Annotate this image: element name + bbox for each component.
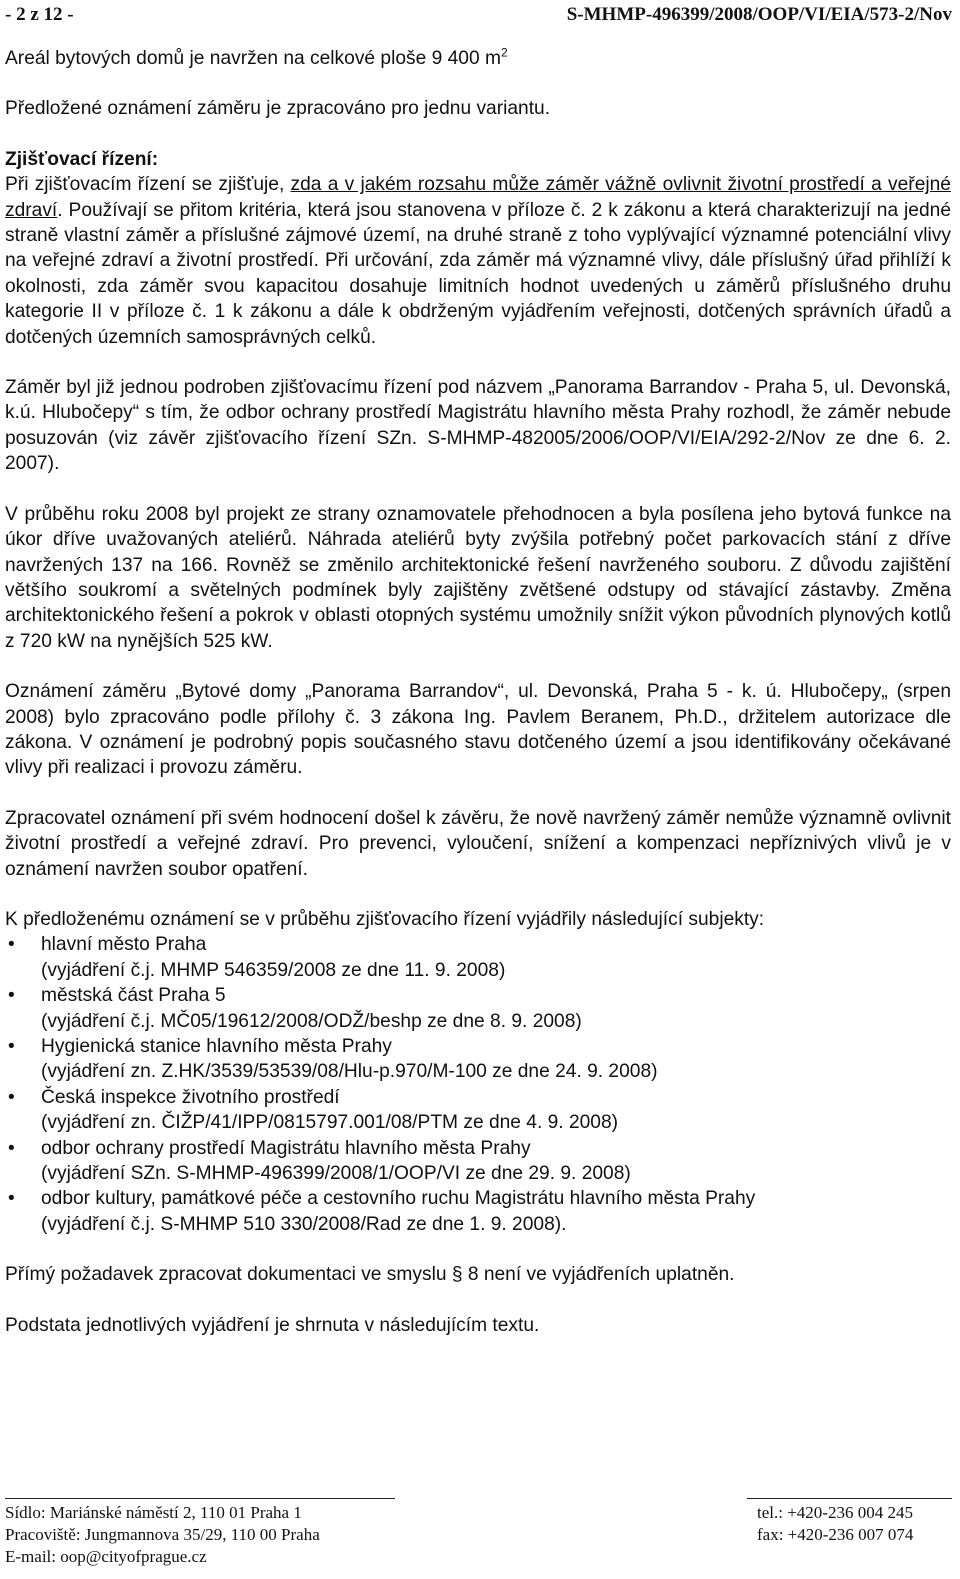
document-reference: S-MHMP-496399/2008/OOP/VI/EIA/573-2/Nov — [566, 4, 952, 25]
subject-name: • odbor kultury, památkové péče a cestovního ruchu Magistrátu hlavního města Prahy — [41, 1188, 756, 1210]
area-superscript: 2 — [500, 45, 508, 60]
screening-heading: Zjišťovací řízení: — [5, 148, 159, 170]
closing-requirement: Přímý požadavek zpracovat dokumentaci ve smyslu § 8 není ve vyjádřeních uplatněn. — [5, 1264, 735, 1286]
subject-reference: (vyjádření č.j. MHMP 546359/2008 ze dne 11. 9. 2008) — [41, 959, 506, 981]
screening-text-a: Při zjišťovacím řízení se zjišťuje, — [5, 174, 291, 196]
page-footer — [5, 1498, 952, 1578]
subjects-list — [5, 932, 951, 1237]
list-item — [5, 1034, 951, 1085]
footer-address: Sídlo: Mariánské náměstí 2, 110 01 Praha 1 — [5, 1503, 302, 1522]
subject-reference: (vyjádření č.j. MČ05/19612/2008/ODŽ/beshp ze dne 8. 9. 2008) — [41, 1010, 582, 1032]
subject-reference: (vyjádření SZn. S-MHMP-496399/2008/1/OOP/VI ze dne 29. 9. 2008) — [41, 1163, 631, 1185]
subject-name: • hlavní město Praha — [41, 934, 207, 956]
page-number: - 2 z 12 - — [5, 4, 74, 25]
subject-reference: (vyjádření zn. Z.HK/3539/53539/08/Hlu-p.970/M-100 ze dne 24. 9. 2008) — [41, 1061, 658, 1083]
list-item — [5, 983, 951, 1034]
subjects-intro: K předloženému oznámení se v průběhu zjišťovacího řízení vyjádřily následující subjekty: — [5, 908, 765, 930]
paragraph-conclusion: Zpracovatel oznámení při svém hodnocení došel k závěru, že nově navržený záměr nemůže významně ovlivnit životní prostředí a veřejné zdraví. Pro prevenci, vyloučení, snížení a kompenzaci nepříznivých vlivů je v oznámení navržen soubor opatření. — [5, 807, 951, 880]
subject-name: • odbor ochrany prostředí Magistrátu hlavního města Prahy — [41, 1137, 531, 1159]
screening-text-b: . Používají se přitom kritéria, která jsou stanovena v příloze č. 2 k zákonu a která charakterizují na jedné straně vlastní záměr a příslušné zájmové území, na druhé straně z toho vyplývající významné potenciální vlivy na veřejné zdraví a životní prostředí. Při určování, zda záměr má významné vlivy, dále příslušný úřad přihlíží k okolnosti, zda záměr svou kapacitou dosahuje limitních hodnot uvedených u záměrů příslušného druhu kategorie II v příloze č. 1 k zákonu a dále k obdrženým vyjádřením veřejnosti, dotčených správních úřadů a dotčených územních samosprávných celků. — [5, 199, 951, 348]
subject-reference: (vyjádření č.j. S-MHMP 510 330/2008/Rad ze dne 1. 9. 2008). — [41, 1213, 567, 1235]
footer-address-block — [5, 1502, 320, 1568]
subject-name: • městská část Praha 5 — [41, 985, 226, 1007]
footer-fax: fax: +420-236 007 074 — [757, 1525, 914, 1544]
footer-divider-left — [5, 1498, 395, 1499]
paragraph-project-changes: V průběhu roku 2008 byl projekt ze strany oznamovatele přehodnocen a byla posílena jeho bytová funkce na úkor dříve uvažovaných ateliérů. Náhrada ateliérů byty zvýšila potřebný počet parkovacích stání z dříve navržených 137 na 166. Rovněž se změnilo architektonické řešení navrženého souboru. Z důvodu zajištění většího soukromí a světelných podmínek byly zajištěny zvětšené odstupy od stávající zástavby. Změna architektonického řešení a pokrok v oblasti otopných systému umožnily snížit výkon původních plynových kotlů z 720 kW na nynějších 525 kW. — [5, 503, 951, 652]
screening-paragraph — [5, 172, 951, 350]
list-item — [5, 1186, 951, 1237]
page-header — [5, 4, 952, 26]
footer-phone: tel.: +420-236 004 245 — [757, 1503, 913, 1522]
document-body — [5, 46, 951, 1338]
footer-contact-block — [757, 1502, 913, 1546]
list-item — [5, 1085, 951, 1136]
footer-divider-right — [747, 1498, 952, 1499]
area-text: Areál bytových domů je navržen na celkové ploše 9 400 m — [5, 48, 501, 69]
subject-reference: (vyjádření zn. ČIŽP/41/IPP/0815797.001/08/PTM ze dne 4. 9. 2008) — [41, 1112, 619, 1134]
subject-name: • Hygienická stanice hlavního města Prahy — [41, 1036, 392, 1057]
subject-name: • Česká inspekce životního prostředí — [41, 1086, 340, 1108]
footer-workplace: Pracoviště: Jungmannova 35/29, 110 00 Praha — [5, 1525, 320, 1544]
variant-paragraph: Předložené oznámení záměru je zpracováno pro jednu variantu. — [5, 98, 551, 120]
paragraph-previous-screening: Záměr byl již jednou podroben zjišťovacímu řízení pod názvem „Panorama Barrandov - Praha 5, ul. Devonská, k.ú. Hlubočepy“ s tím, že odbor ochrany prostředí Magistrátu hlavního města Prahy rozhodl, že záměr nebude posuzován (viz závěr zjišťovacího řízení SZn. S-MHMP-482005/2006/OOP/VI/EIA/292-2/Nov ze dne 6. 2. 2007). — [5, 377, 951, 475]
list-item — [5, 932, 951, 983]
paragraph-notification: Oznámení záměru „Bytové domy „Panorama Barrandov“, ul. Devonská, Praha 5 - k. ú. Hlubočepy„ (srpen 2008) bylo zpracováno podle přílohy č. 3 zákona Ing. Pavlem Beranem, Ph.D., držitelem autorizace dle zákona. V oznámení je podrobný popis současného stavu dotčeného území a jsou identifikovány očekávané vlivy při realizaci i provozu záměru. — [5, 681, 951, 779]
area-paragraph — [5, 46, 951, 71]
list-item — [5, 1136, 951, 1187]
screening-underlined: zda a v jakém rozsahu může záměr vážně ovlivnit životní prostředí a veřejné zdraví — [5, 174, 951, 221]
closing-summary: Podstata jednotlivých vyjádření je shrnuta v následujícím textu. — [5, 1314, 540, 1336]
footer-email: E-mail: oop@cityofprague.cz — [5, 1547, 207, 1566]
